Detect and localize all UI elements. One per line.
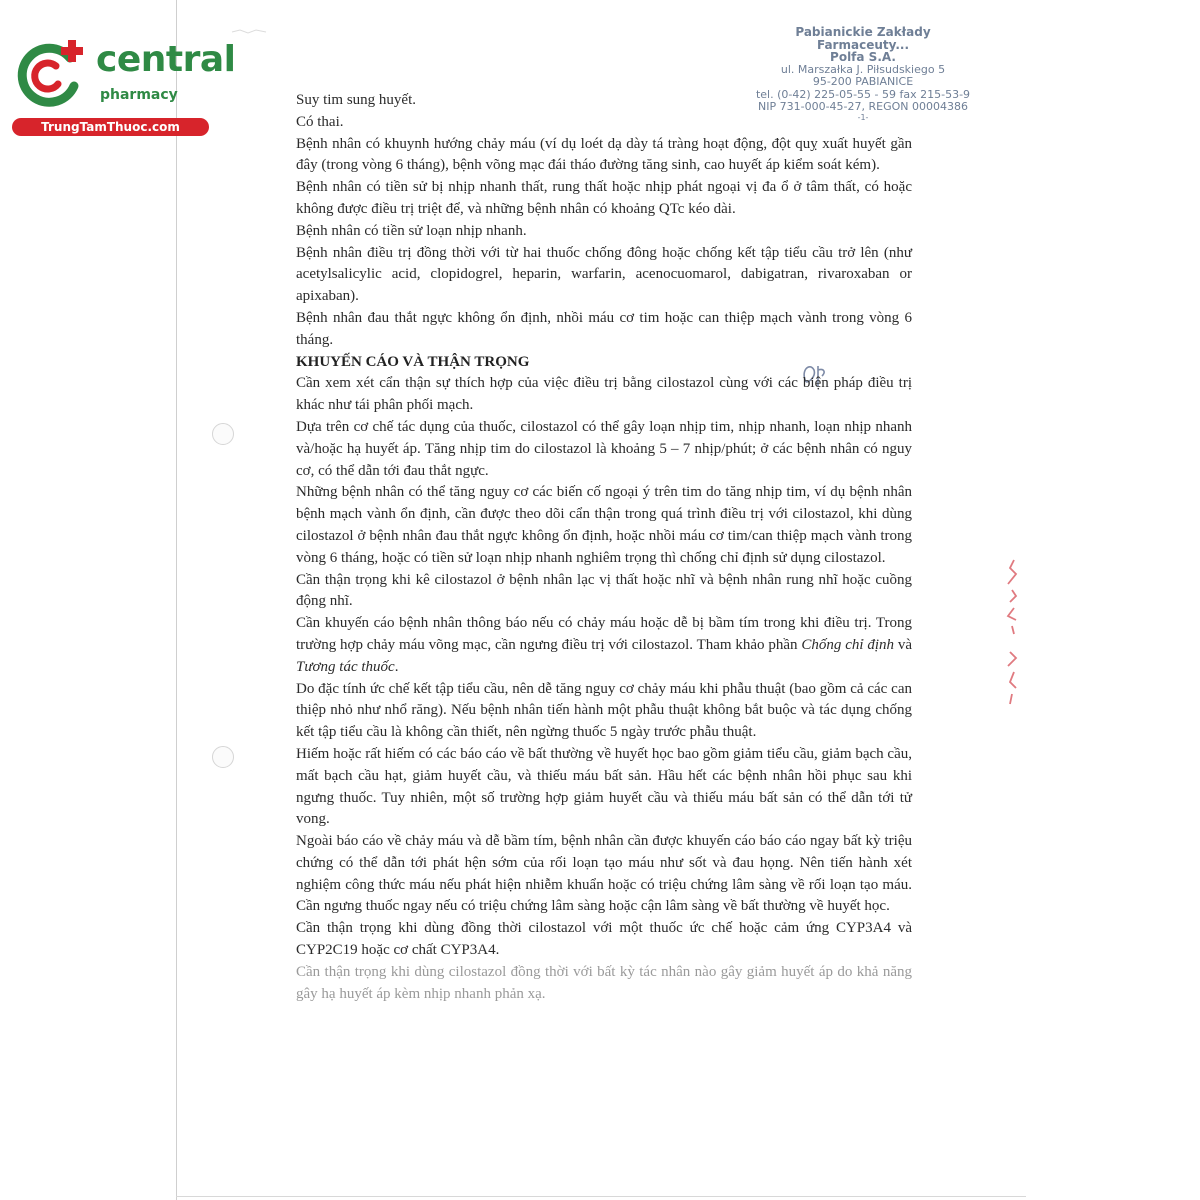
paragraph [296, 613, 912, 678]
punch-hole [212, 746, 234, 768]
stamp-page-number: -1- [857, 112, 869, 122]
reference-contraindications: Chống chỉ định [801, 636, 895, 653]
paragraph: Bệnh nhân có tiền sử loạn nhịp nhanh. [296, 222, 527, 239]
logo-name: central [96, 39, 236, 80]
paragraph-text: và [894, 636, 912, 653]
pharmacy-cross-icon [12, 38, 86, 112]
stamp-company-type: Polfa S.A. [830, 50, 896, 64]
paragraph: Bệnh nhân đau thắt ngực không ổn định, nhồi máu cơ tim hoặc can thiệp mạch vành trong vòng 6 tháng. [296, 309, 912, 348]
central-pharmacy-logo [12, 38, 236, 138]
punch-hole [212, 423, 234, 445]
document-body [296, 90, 912, 1005]
paragraph: Cần xem xét cẩn thận sự thích hợp của việc điều trị bằng cilostazol cùng với các biện pháp điều trị khác như tái phân phối mạch. [296, 375, 912, 414]
section-heading: KHUYẾN CÁO VÀ THẬN TRỌNG [296, 353, 530, 370]
scan-scribble [230, 24, 270, 38]
logo-subtitle: pharmacy [100, 87, 178, 103]
sheet-edge-bottom [176, 1196, 1026, 1197]
paragraph-text: Cần khuyến cáo bệnh nhân thông báo nếu có chảy máu hoặc dễ bị bầm tím trong khi điều trị. Trong trường hợp chảy máu võng mạc, cần ngưng điều trị với cilostazol. Tham khảo phần [296, 615, 912, 653]
sheet-edge [176, 0, 177, 1200]
stamp-tax-id: NIP 731-000-45-27, REGON 00004386 [758, 100, 968, 113]
paragraph: Bệnh nhân có khuynh hướng chảy máu (ví dụ loét dạ dày tá tràng hoạt động, đột quỵ xuất huyết gần đây (trong vòng 6 tháng), bệnh võng mạc đái tháo đường tăng sinh, cao huyết áp kiểm soát kém). [296, 135, 912, 174]
paragraph: Cần thận trọng khi dùng cilostazol đồng thời với bất kỳ tác nhân nào gây giảm huyết áp do khả năng gây hạ huyết áp kèm nhịp nhanh phản xạ. [296, 963, 912, 1002]
paragraph: Dựa trên cơ chế tác dụng của thuốc, cilostazol có thể gây loạn nhịp tim, nhịp nhanh, loạn nhịp nhanh và/hoặc hạ huyết áp. Tăng nhịp tim do cilostazol là khoảng 5 – 7 nhịp/phút; ở các bệnh nhân có nguy cơ, có thể dẫn tới đau thắt ngực. [296, 418, 912, 479]
stamp-city: 95-200 PABIANICE [812, 75, 914, 88]
stamp-company: Pabianickie Zakłady Farmaceuty... [795, 25, 931, 52]
paragraph: Cần thận trọng khi kê cilostazol ở bệnh nhân lạc vị thất hoặc nhĩ và bệnh nhân rung nhĩ hoặc cuồng động nhĩ. [296, 571, 912, 610]
stamp-phone: tel. (0-42) 225-05-55 - 59 fax 215-53-9 [755, 87, 971, 101]
paragraph: Do đặc tính ức chế kết tập tiểu cầu, nên dễ tăng nguy cơ chảy máu khi phẫu thuật (bao gồm cả các can thiệp nhỏ như nhổ răng). Nếu bệnh nhân tiến hành một phẫu thuật không bắt buộc và tác dụng chống kết tập tiểu cầu là không cần thiết, nên ngừng thuốc 5 ngày trước phẫu thuật. [296, 680, 912, 741]
paragraph: Bệnh nhân điều trị đồng thời với từ hai thuốc chống đông hoặc chống kết tập tiểu cầu trở lên (như acetylsalicylic acid, clopidogrel, heparin, warfarin, acenocuomarol, dabigatran, rivaroxaban or apixaban). [296, 244, 912, 305]
paragraph: Hiếm hoặc rất hiếm có các báo cáo về bất thường về huyết học bao gồm giảm tiểu cầu, giảm bạch cầu, mất bạch cầu hạt, giảm huyết cầu, và thiếu máu bất sản. Hầu hết các bệnh nhân hồi phục sau khi ngưng thuốc. Tuy nhiên, một số trường hợp giảm huyết cầu và thiếu máu bất sản có thể dẫn tới tử vong. [296, 745, 912, 828]
reference-interactions: Tương tác thuốc [296, 658, 395, 675]
paragraph: Có thai. [296, 113, 344, 130]
stamp-street: ul. Marszałka J. Piłsudskiego 5 [780, 62, 946, 76]
logo-website: TrungTamThuoc.com [12, 118, 209, 136]
paragraph: Ngoài báo cáo về chảy máu và dễ bầm tím, bệnh nhân cần được khuyến cáo báo cáo ngay bất kỳ triệu chứng có thể dẫn tới phát hện sớm của rối loạn tạo máu như sốt và đau họng. Nên tiến hành xét nghiệm công thức máu nếu phát hiện nhiễm khuẩn hoặc có triệu chứng lâm sàng về rối loạn tạo máu. Cần ngưng thuốc ngay nếu có triệu chứng lâm sàng hoặc cận lâm sàng về bất thường về huyết học. [296, 833, 912, 915]
paragraph-text: . [394, 658, 399, 675]
paragraph: Suy tim sung huyết. [296, 92, 417, 108]
red-margin-signature [996, 556, 1030, 710]
paragraph: Cần thận trọng khi dùng đồng thời cilostazol với một thuốc ức chế hoặc cảm ứng CYP3A4 và CYP2C19 hoặc cơ chất CYP3A4. [296, 920, 912, 959]
paragraph: Những bệnh nhân có thể tăng nguy cơ các biến cố ngoại ý trên tim do tăng nhịp tim, ví dụ bệnh nhân bệnh mạch vành ổn định, cần được theo dõi cẩn thận trong quá trình điều trị với cilostazol, khi dùng cilostazol ở bệnh nhân đau thắt ngực không ổn định, hoặc nhồi máu cơ tim/can thiệp mạch vành trong vòng 6 tháng, hoặc có tiền sử loạn nhịp nhanh nghiêm trọng thì chống chỉ định sử dụng cilostazol. [296, 484, 912, 566]
paragraph: Bệnh nhân có tiền sử bị nhịp nhanh thất, rung thất hoặc nhịp phát ngoại vị đa ổ ở tâm thất, có hoặc không được điều trị triệt để, và những bệnh nhân có khoảng QTc kéo dài. [296, 179, 912, 217]
